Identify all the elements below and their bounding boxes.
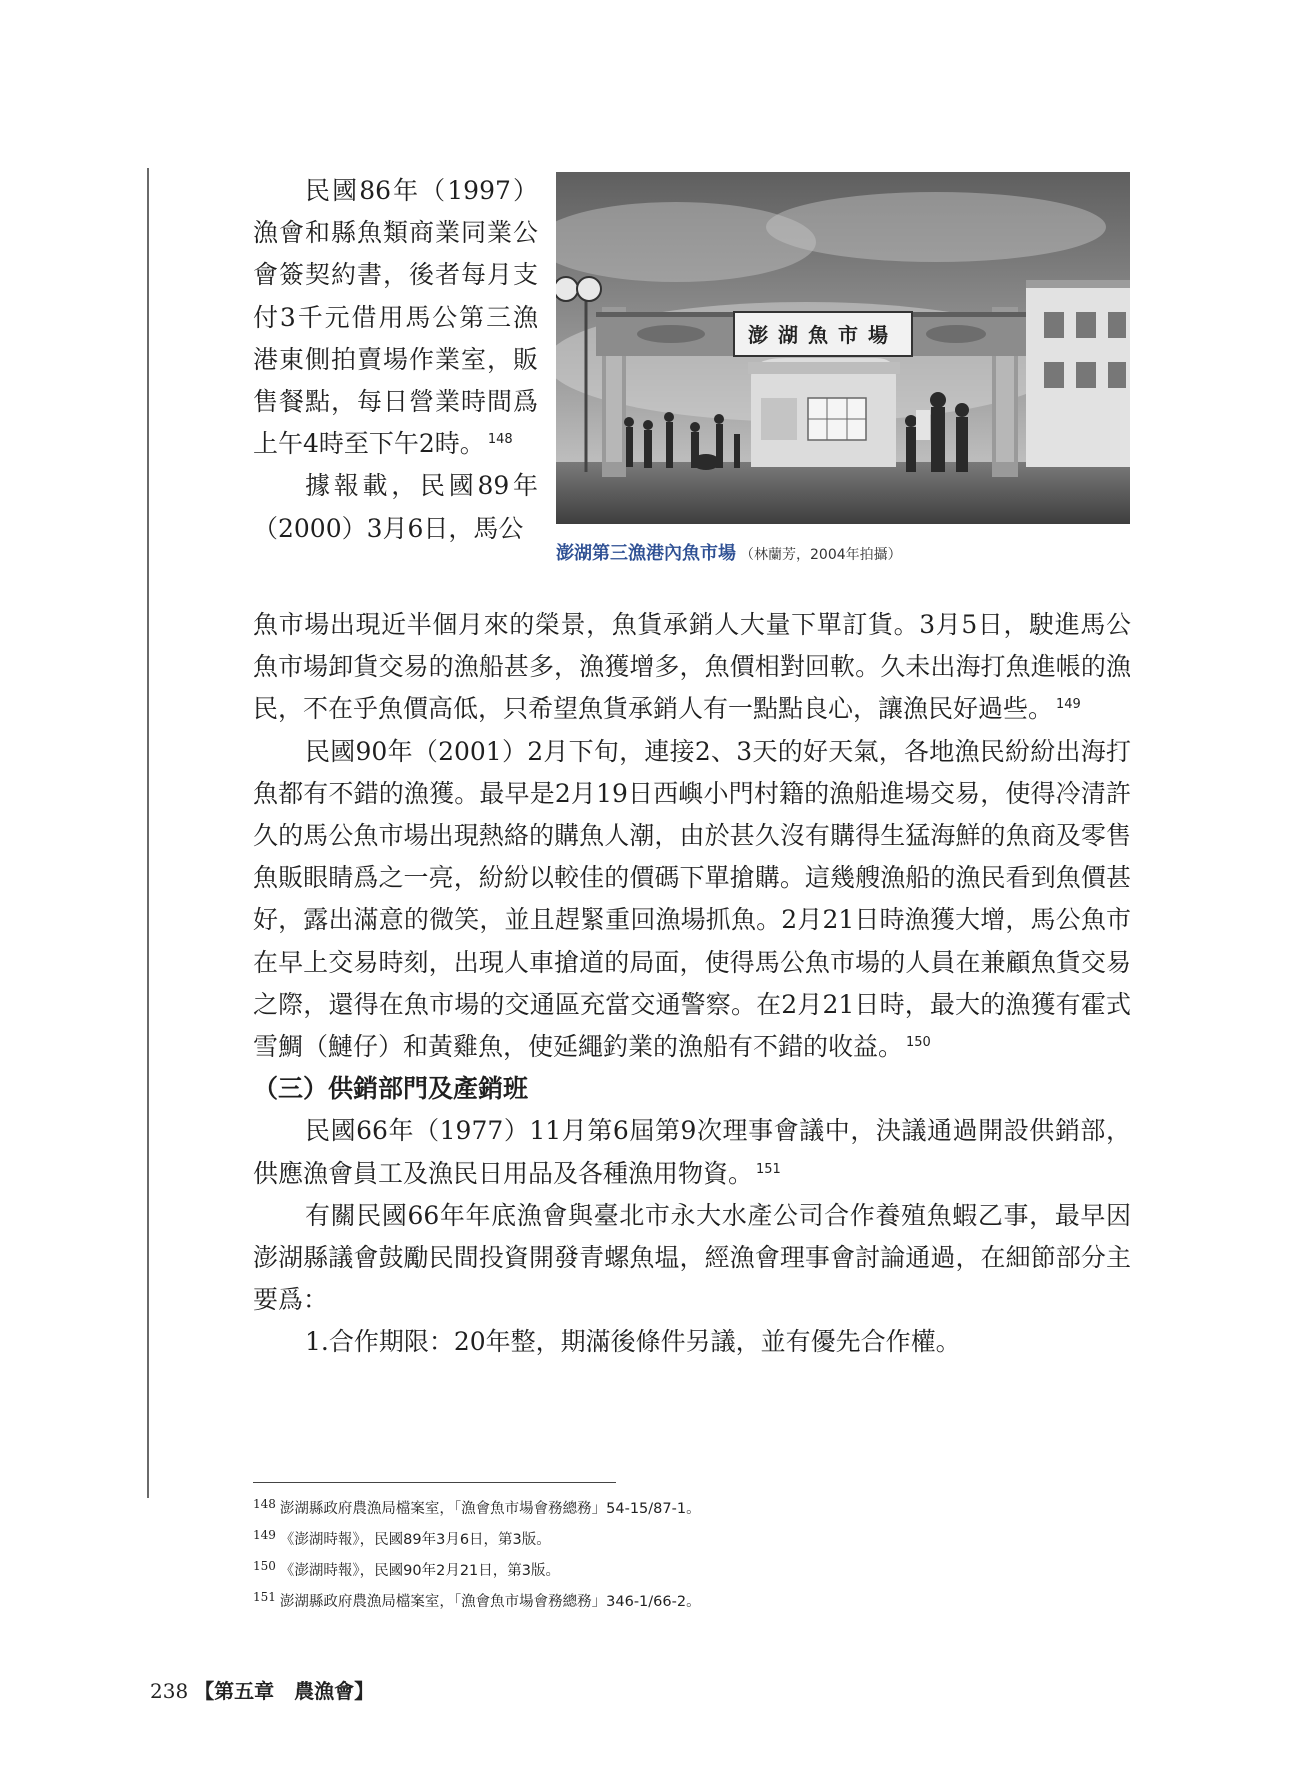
footnote-text: 澎湖縣政府農漁局檔案室，「漁會魚市場會務總務」346-1/66-2。 [279, 1594, 701, 1610]
sign-text: 澎湖魚市場 [748, 323, 898, 347]
footnote-148 [253, 1491, 1133, 1522]
paragraph-text: 有關民國66年年底漁會與臺北市永大水產公司合作養殖魚蝦乙事，最早因澎湖縣議會鼓勵民間投資開發青螺魚塭，經漁會理事會討論通過，在細節部分主要爲： [253, 1200, 1131, 1315]
footnote-150 [253, 1553, 1133, 1584]
footnote-149 [253, 1522, 1133, 1553]
paragraph-1977-supply [253, 1110, 1131, 1194]
footnote-number: 150 [253, 1559, 276, 1573]
list-item-term [253, 1321, 1131, 1363]
footnote-number: 148 [253, 1497, 276, 1511]
footnote-rule [253, 1482, 616, 1483]
footnote-number: 151 [253, 1590, 276, 1604]
margin-rule [147, 168, 149, 1498]
fish-market-photo [556, 172, 1130, 524]
page-number: 238 [150, 1679, 189, 1703]
footnote-151 [253, 1584, 1133, 1615]
paragraph-text: 據報載，民國89年（2000）3月6日，馬公 [253, 471, 538, 543]
footnote-text: 《澎湖時報》，民國89年3月6日，第3版。 [279, 1532, 551, 1548]
footnote-text: 澎湖縣政府農漁局檔案室，「漁會魚市場會務總務」54-15/87-1。 [279, 1501, 701, 1517]
paragraph-text: 民國90年（2001）2月下旬，連接2、3天的好天氣，各地漁民紛紛出海打魚都有不錯的漁獲。最早是2月19日西嶼小門村籍的漁船進場交易，使得冷清許久的馬公魚市場出現熱絡的購魚人潮，由於甚久沒有購得生猛海鮮的魚商及零售魚販眼睛爲之一亮，紛紛以較佳的價碼下單搶購。這幾艘漁船的漁民看到魚價甚好，露出滿意的微笑，並且趕緊重回漁場抓魚。2月21日時漁獲大增，馬公魚市在早上交易時刻，出現人車搶道的局面，使得馬公魚市場的人員在兼顧魚貨交易之際，還得在魚市場的交通區充當交通警察。在2月21日時，最大的漁獲有霍式雪鯛（鰱仔）和黃雞魚，使延繩釣業的漁船有不錯的收益。 [253, 736, 1131, 1062]
paragraph-text: 1.合作期限：20年整，期滿後條件另議，並有優先合作權。 [305, 1327, 961, 1357]
footnote-ref-148[interactable]: 148 [487, 432, 513, 448]
footnote-ref-149[interactable]: 149 [1056, 697, 1081, 713]
paragraph-text: 魚市場出現近半個月來的榮景，魚貨承銷人大量下單訂貨。3月5日，駛進馬公魚市場卸貨交易的漁船甚多，漁獲增多，魚價相對回軟。久未出海打魚進帳的漁民，不在乎魚價高低，只希望魚貨承銷人有一點點良心，讓漁民好過些。 [253, 610, 1131, 724]
paragraph-1977-aquaculture [253, 1195, 1131, 1322]
photo-figure [556, 172, 1130, 565]
photo-caption [556, 539, 1130, 565]
paragraph-text: 民國86年（1997）漁會和縣魚類商業同業公會簽契約書，後者每月支付3千元借用馬公第三漁港東側拍賣場作業室，販售餐點，每日營業時間爲上午4時至下午2時。 [253, 176, 538, 459]
side-text-column [253, 170, 538, 550]
paragraph-2000-continuation [253, 604, 1131, 731]
footnote-text: 《澎湖時報》，民國90年2月21日，第3版。 [279, 1563, 561, 1579]
caption-credit: （林蘭芳，2004年拍攝） [740, 547, 902, 563]
caption-title: 澎湖第三漁港內魚市場 [556, 543, 736, 564]
paragraph-text: 民國66年（1977）11月第6屆第9次理事會議中，決議通過開設供銷部，供應漁會員工及漁民日用品及各種漁用物資。 [253, 1116, 1131, 1188]
chapter-label: 【第五章 農漁會】 [194, 1679, 375, 1703]
footnotes [253, 1491, 1133, 1615]
footnote-ref-151[interactable]: 151 [756, 1161, 781, 1177]
paragraph-1997-contract [253, 170, 538, 465]
footnote-number: 149 [253, 1528, 276, 1542]
footnote-ref-150[interactable]: 150 [906, 1035, 931, 1051]
section-heading: （三）供銷部門及產銷班 [253, 1074, 529, 1104]
paragraph-2001-catch [253, 731, 1131, 1069]
page-footer [150, 1675, 374, 1704]
paragraph-2000-report [253, 465, 538, 549]
main-text-column [253, 604, 1131, 1364]
